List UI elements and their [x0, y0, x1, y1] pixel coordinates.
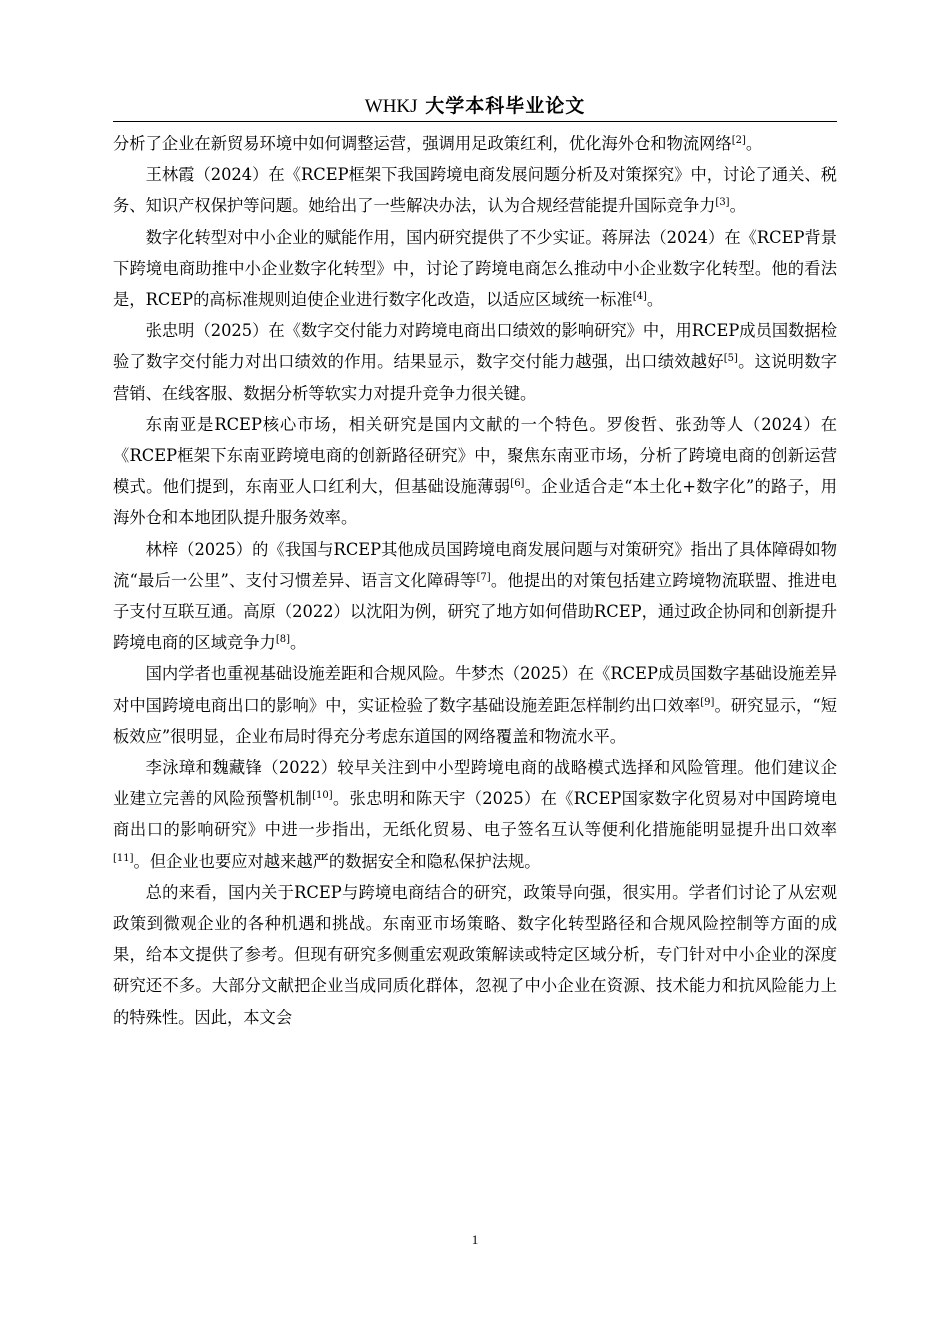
paragraph: 东南亚是RCEP核心市场，相关研究是国内文献的一个特色。罗俊哲、张劲等人（2024）在《RCEP框架下东南亚跨境电商的创新路径研究》中，聚焦东南亚市场，分析了跨境电商的创新运营模式。他们提到，东南亚人口红利大，但基础设施薄弱[6]。企业适合走“本土化+数字化”的路子，用海外仓和本地团队提升服务效率。 — [113, 414, 837, 528]
header-prefix: WHKJ — [364, 96, 418, 117]
citation: [6] — [510, 478, 525, 490]
citation: [3] — [715, 197, 730, 209]
paragraph: 分析了企业在新贸易环境中如何调整运营，强调用足政策红利，优化海外仓和物流网络[2]。 — [113, 134, 763, 153]
header-title — [365, 95, 585, 117]
header-title-text: 大学本科毕业论文 — [425, 95, 586, 117]
citation: [4] — [632, 291, 647, 303]
citation: [11] — [113, 852, 134, 864]
paragraph: 张忠明（2025）在《数字交付能力对跨境电商出口绩效的影响研究》中，用RCEP成员国数据检验了数字交付能力对出口绩效的作用。结果显示，数字交付能力越强，出口绩效越好[5]。这说明数字营销、在线客服、数据分析等软实力对提升竞争力很关键。 — [113, 321, 837, 403]
page-number: 1 — [471, 1232, 479, 1247]
citation: [10] — [312, 790, 333, 802]
paragraph: 国内学者也重视基础设施差距和合规风险。牛梦杰（2025）在《RCEP成员国数字基础设施差异对中国跨境电商出口的影响》中，实证检验了数字基础设施差距怎样制约出口效率[9]。研究显示，“短板效应”很明显，企业布局时得充分考虑东道国的网络覆盖和物流水平。 — [113, 664, 837, 746]
paragraph: 王林霞（2024）在《RCEP框架下我国跨境电商发展问题分析及对策探究》中，讨论了通关、税务、知识产权保护等问题。她给出了一些解决办法，认为合规经营能提升国际竞争力[3]。 — [113, 165, 837, 216]
paragraph: 数字化转型对中小企业的赋能作用，国内研究提供了不少实证。蒋屏法（2024）在《RCEP背景下跨境电商助推中小企业数字化转型》中，讨论了跨境电商怎么推动中小企业数字化转型。他的看法是，RCEP的高标准规则迫使企业进行数字化改造，以适应区域统一标准[4]。 — [113, 227, 837, 310]
body-text — [113, 128, 837, 1033]
citation: [5] — [723, 353, 738, 365]
citation: [8] — [275, 634, 290, 646]
citation: [2] — [731, 135, 746, 146]
paragraph: 李泳璋和魏藏锋（2022）较早关注到中小型跨境电商的战略模式选择和风险管理。他们建议企业建立完善的风险预警机制[10]。张忠明和陈天宇（2025）在《RCEP国家数字化贸易对中国跨境电商出口的影响研究》中进一步指出，无纸化贸易、电子签名互认等便利化措施能明显提升出口效率[11]。但企业也要应对越来越严的数据安全和隐私保护法规。 — [113, 758, 837, 871]
page-header — [113, 92, 837, 122]
paragraph: 林梓（2025）的《我国与RCEP其他成员国跨境电商发展问题与对策研究》指出了具体障碍如物流“最后一公里”、支付习惯差异、语言文化障碍等[7]。他提出的对策包括建立跨境物流联盟、推进电子支付互联互通。高原（2022）以沈阳为例，研究了地方如何借助RCEP，通过政企协同和创新提升跨境电商的区域竞争力[8]。 — [113, 539, 837, 653]
paragraph: 总的来看，国内关于RCEP与跨境电商结合的研究，政策导向强，很实用。学者们讨论了从宏观政策到微观企业的各种机遇和挑战。东南亚市场策略、数字化转型路径和合规风险控制等方面的成果，给本文提供了参考。但现有研究多侧重宏观政策解读或特定区域分析，专门针对中小企业的深度研究还不多。大部分文献把企业当成同质化群体，忽视了中小企业在资源、技术能力和抗风险能力上的特殊性。因此，本文会 — [113, 882, 837, 1027]
citation: [7] — [476, 571, 491, 583]
citation: [9] — [700, 696, 715, 708]
